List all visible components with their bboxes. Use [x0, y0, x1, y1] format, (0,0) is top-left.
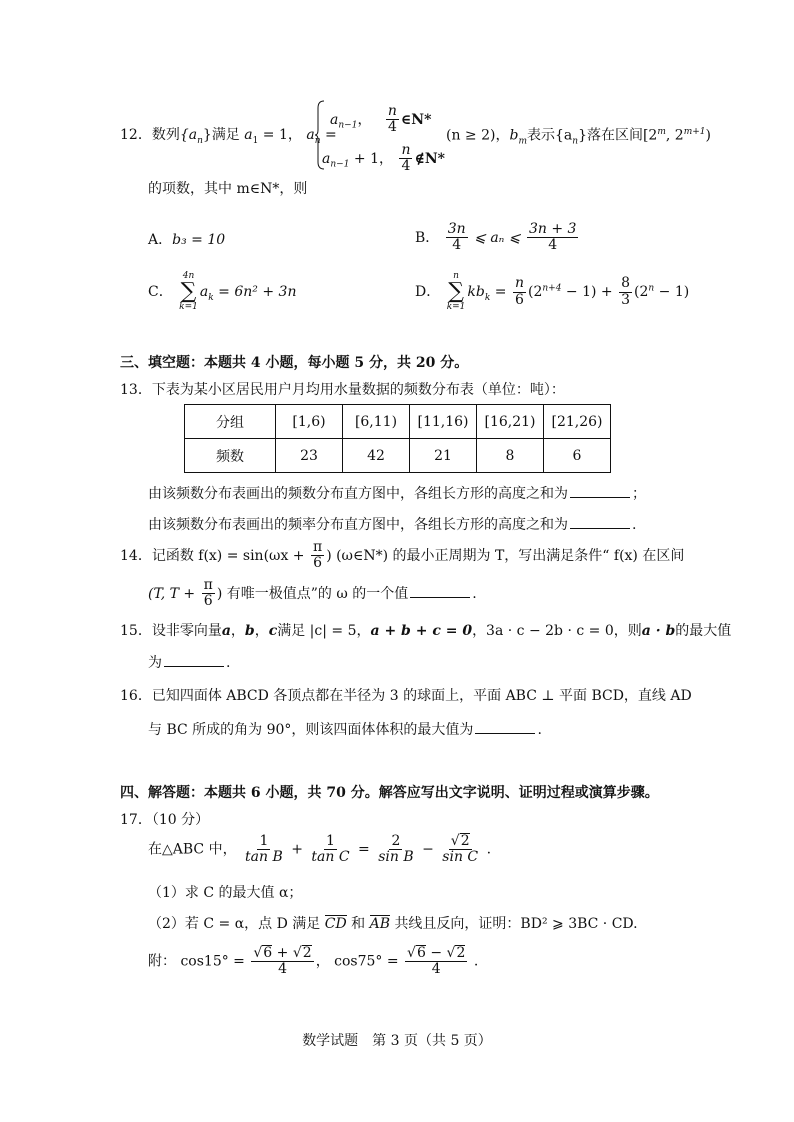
q12-case2-fraction: $\frac{n}{4}$: [401, 142, 411, 175]
answer-blank[interactable]: [570, 484, 630, 498]
q14-line1: 14．记函数 f(x) = sin(ωx + $\frac{\pi}{6}$ ) (ω∈N*) 的最小正周期为 T，写出满足条件“ f(x) 在区间: [120, 539, 685, 572]
sigma-symbol: 4n ∑ k=1: [179, 271, 198, 312]
q12-case2: $a_{n-1} + 1$， $\frac{n}{4}$ ∉N*: [322, 142, 445, 175]
answer-blank[interactable]: [410, 584, 470, 598]
q13-line1: 由该频数分布表画出的频数分布直方图中，各组长方形的高度之和为 ；: [148, 486, 646, 502]
q17-part1: （1）求 C 的最大值 α；: [148, 885, 303, 901]
q16-line1: 16．已知四面体 ABCD 各顶点都在半径为 3 的球面上，平面 ABC ⊥ 平面 BCD，直线 AD: [120, 688, 692, 704]
q14-line2: (T, T + $\frac{\pi}{6}$ ) 有唯一极值点”的 ω 的一个值 .: [148, 577, 477, 610]
table-cell: 6: [544, 439, 611, 473]
q12-option-b[interactable]: B． $\frac{3n}{4}$ ⩽ aₙ ⩽ $\frac{3n + 3}{4}$: [415, 221, 577, 254]
q17-note: 附： cos15° = $\frac{√6 + √2}{4}$ ， cos75° = $\frac{√6 - √2}{4}$ .: [148, 945, 479, 978]
page-footer: 数学试题 第 3 页（共 5 页）: [302, 1033, 492, 1049]
table-cell: 频数: [185, 439, 276, 473]
q15-line2: 为 .: [148, 655, 231, 671]
answer-blank[interactable]: [475, 720, 535, 734]
q12-option-c[interactable]: C． 4n ∑ k=1 $a_k = 6n^2 + 3n$: [148, 271, 297, 312]
vector-cd: CD: [324, 916, 347, 932]
vector-ab: AB: [369, 916, 390, 932]
table-cell: [16,21): [477, 405, 544, 439]
q12-option-a[interactable]: A．b₃ = 10: [148, 232, 226, 248]
table-row: [185, 405, 611, 439]
table-cell: [11,16): [410, 405, 477, 439]
q12-case1-fraction: $\frac{n}{4}$: [387, 103, 397, 136]
section-4-heading: 四、解答题：本题共 6 小题，共 70 分。解答应写出文字说明、证明过程或演算步骤。: [120, 785, 659, 801]
section-3-heading: 三、填空题：本题共 4 小题，每小题 5 分，共 20 分。: [120, 355, 469, 371]
table-cell: 21: [410, 439, 477, 473]
table-cell: [6,11): [343, 405, 410, 439]
q12-case1: $a_{n-1}$， $\frac{n}{4}$ ∈N*: [330, 103, 432, 136]
q12-option-d[interactable]: D． n ∑ k=1 $kb_k$ = $\frac{n}{6}$ $(2^{n+4} - 1)$ + $\frac{8}{3}$ $(2^n - 1)$: [415, 271, 690, 312]
q15-line1: 15．设非零向量a，b，c满足 |c| = 5，a + b + c = 0，3a · c − 2b · c = 0，则a · b的最大值: [120, 623, 732, 639]
table-cell: 42: [343, 439, 410, 473]
table-cell: [1,6): [276, 405, 343, 439]
sigma-symbol: n ∑ k=1: [446, 271, 466, 312]
table-row: [185, 439, 611, 473]
table-cell: 23: [276, 439, 343, 473]
frequency-table: [184, 404, 611, 473]
q13-prompt: 13．下表为某小区居民用户月均用水量数据的频数分布表（单位：吨）：: [120, 382, 565, 398]
q12-number: 12．数列: [120, 127, 180, 143]
table-cell: 8: [477, 439, 544, 473]
q17-part2: （2）若 C = α，点 D 满足 CD 和 AB 共线且反向，证明：BD² ⩾ 3BC · CD.: [148, 916, 638, 932]
answer-blank[interactable]: [164, 653, 224, 667]
q12-line1-tail: (n ≥ 2)，$b_m$表示$\{a_n\}$落在区间[2$^m$, $2^{m+1}$): [446, 127, 711, 147]
table-cell: [21,26): [544, 405, 611, 439]
q16-line2: 与 BC 所成的角为 90°，则该四面体体积的最大值为 .: [148, 722, 542, 738]
q12-line2: 的项数，其中 m∈N*，则: [148, 181, 308, 197]
q17-equation: 在△ABC 中， $\frac{1}{\text{tan B}}$ + $\frac{1}{\text{tan C}}$ = $\frac{2}{\text{sin B}}$ − $\frac{√2}{\text{sin C}}$ .: [148, 832, 492, 866]
q13-line2: 由该频数分布表画出的频率分布直方图中，各组长方形的高度之和为 .: [148, 517, 637, 533]
q17-header: 17．（10 分）: [120, 812, 210, 828]
answer-blank[interactable]: [570, 515, 630, 529]
q12-line1: 12．数列$\{a_n\}$满足 $a_1 = 1$， $a_n$ =: [120, 127, 337, 146]
table-cell: 分组: [185, 405, 276, 439]
